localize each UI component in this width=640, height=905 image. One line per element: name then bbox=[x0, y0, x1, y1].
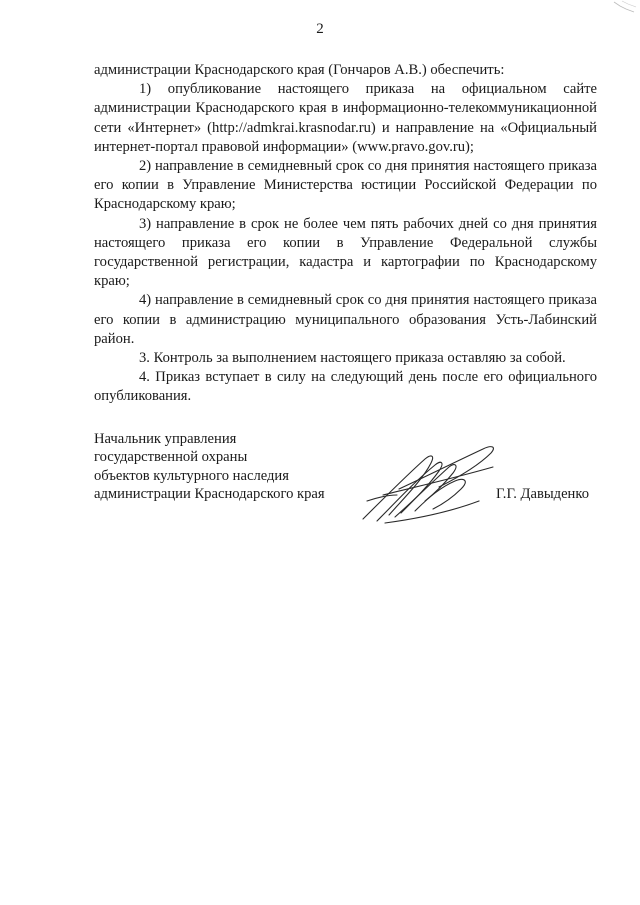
paragraph-item-2: 2) направление в семидневный срок со дня принятия настоящего приказа его копии в Управление Министерства юстиции Российской Федерации по Краснодарскому краю; bbox=[94, 158, 597, 213]
signatory-title-line-4: администрации Краснодарского края bbox=[94, 486, 325, 503]
signature-block bbox=[94, 430, 604, 504]
page-number: 2 bbox=[316, 21, 324, 37]
paragraph-item-1: 1) опубликование настоящего приказа на официальном сайте администрации Краснодарского края в информационно-телекоммуникационной сети «Интернет» (http://admkrai.krasnodar.ru) и направление на «Официальный интернет-портал правовой информации» (www.pravo.gov.ru); bbox=[94, 81, 597, 155]
handwritten-signature bbox=[355, 437, 505, 527]
scan-artifact bbox=[608, 0, 638, 14]
paragraph-clause-4: 4. Приказ вступает в силу на следующий день после его официального опубликования. bbox=[94, 369, 597, 405]
signatory-title-line-2: государственной охраны bbox=[94, 449, 248, 466]
document-body bbox=[94, 61, 597, 407]
signatory-title-line-3: объектов культурного наследия bbox=[94, 467, 289, 484]
signatory-name: Г.Г. Давыденко bbox=[496, 486, 590, 502]
signatory-title-line-1: Начальник управления bbox=[94, 431, 237, 447]
paragraph-intro: администрации Краснодарского края (Гончаров А.В.) обеспечить: bbox=[94, 62, 505, 78]
paragraph-item-3: 3) направление в срок не более чем пять рабочих дней со дня принятия настоящего приказа его копии в Управление Федеральной службы государственной регистрации, кадастра и картографии по Краснодарскому краю; bbox=[94, 215, 597, 290]
paragraph-clause-3: 3. Контроль за выполнением настоящего приказа оставляю за собой. bbox=[139, 350, 566, 367]
paragraph-item-4: 4) направление в семидневный срок со дня принятия настоящего приказа его копии в администрацию муниципального образования Усть-Лабинский район. bbox=[94, 292, 597, 347]
